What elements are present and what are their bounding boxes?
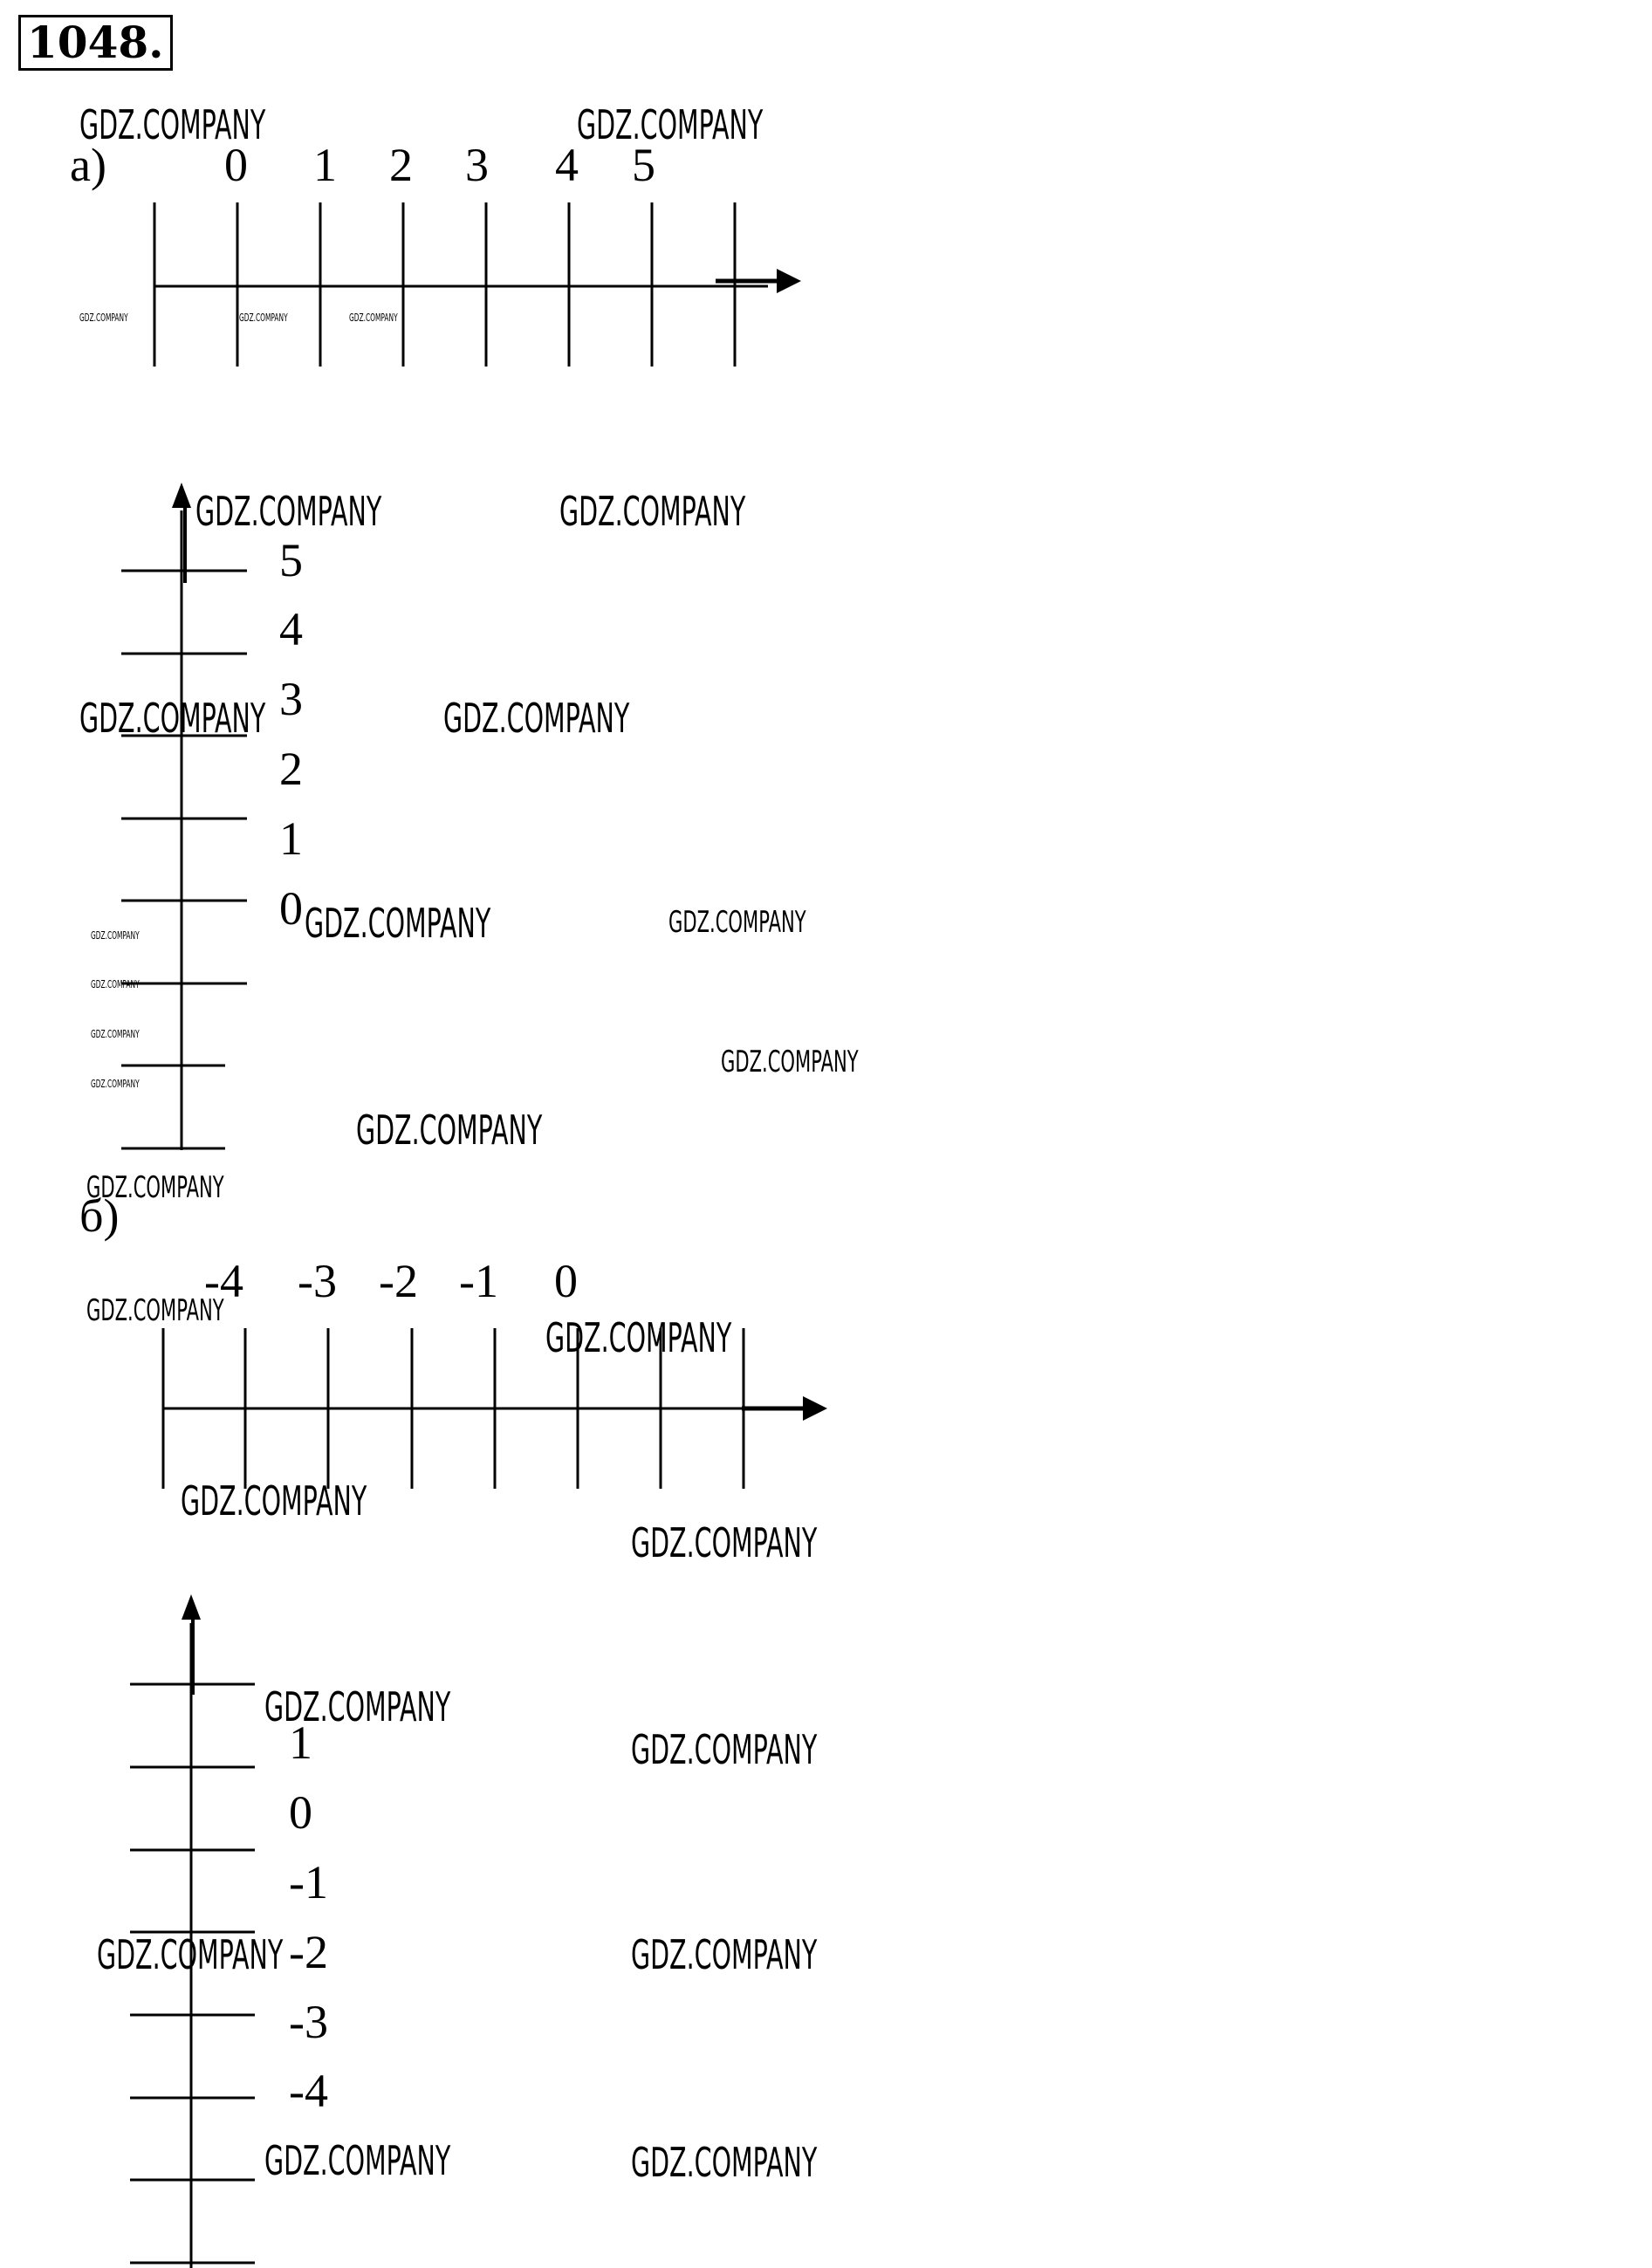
watermark: GDZ.COMPANY: [305, 900, 491, 947]
watermark: GDZ.COMPANY: [91, 1028, 140, 1040]
part-a-label: а): [70, 139, 106, 191]
watermark: GDZ.COMPANY: [631, 2139, 818, 2186]
watermark: GDZ.COMPANY: [577, 101, 764, 148]
tick-label: 3: [465, 139, 489, 191]
watermark: GDZ.COMPANY: [545, 1314, 732, 1361]
watermark: GDZ.COMPANY: [443, 695, 630, 742]
watermark: GDZ.COMPANY: [631, 1931, 818, 1978]
part-b-label: б): [79, 1189, 120, 1242]
tick-label: 2: [279, 743, 303, 795]
tick-label: 0: [279, 882, 303, 935]
tick-label: -3: [289, 1996, 328, 2048]
tick-label: 1: [289, 1716, 312, 1769]
watermark: GDZ.COMPANY: [356, 1107, 543, 1154]
tick-label: -1: [459, 1255, 498, 1307]
watermark: GDZ.COMPANY: [86, 1170, 224, 1205]
watermark: GDZ.COMPANY: [79, 101, 266, 148]
part-a-horizontal-axis: [154, 202, 801, 367]
watermark: GDZ.COMPANY: [79, 312, 128, 324]
tick-label: 5: [279, 534, 303, 586]
watermark: GDZ.COMPANY: [195, 488, 382, 535]
tick-label: 2: [389, 139, 413, 191]
watermark: GDZ.COMPANY: [91, 1078, 140, 1090]
arrow-head-up: [182, 1594, 201, 1620]
tick-label: 1: [313, 139, 337, 191]
tick-label: -3: [298, 1255, 337, 1307]
part-a-vertical-axis: [121, 483, 247, 1150]
watermark: GDZ.COMPANY: [264, 1683, 451, 1730]
watermark: GDZ.COMPANY: [631, 1519, 818, 1566]
watermark: GDZ.COMPANY: [91, 929, 140, 942]
tick-label: 3: [279, 673, 303, 725]
tick-label: -2: [289, 1926, 328, 1978]
tick-label: -4: [289, 2065, 328, 2117]
watermark: GDZ.COMPANY: [79, 695, 266, 742]
watermark: GDZ.COMPANY: [239, 312, 288, 324]
tick-label: 0: [554, 1255, 578, 1307]
watermark: GDZ.COMPANY: [97, 1931, 284, 1978]
watermark: GDZ.COMPANY: [721, 1045, 859, 1079]
arrow-head-right: [803, 1396, 827, 1421]
arrow-head-right: [777, 269, 801, 293]
watermark: GDZ.COMPANY: [349, 312, 398, 324]
watermark: GDZ.COMPANY: [91, 978, 140, 990]
tick-label: -1: [289, 1856, 328, 1908]
watermark: GDZ.COMPANY: [668, 905, 806, 940]
problem-number: 1048: [27, 17, 149, 68]
problem-number-suffix: .: [148, 17, 164, 68]
tick-label: 0: [224, 139, 248, 191]
watermark: GDZ.COMPANY: [181, 1477, 367, 1525]
tick-label: 4: [555, 139, 579, 191]
tick-label: -2: [379, 1255, 418, 1307]
tick-label: 4: [279, 603, 303, 655]
watermark: GDZ.COMPANY: [86, 1293, 224, 1328]
watermark: GDZ.COMPANY: [559, 488, 746, 535]
watermark: GDZ.COMPANY: [264, 2137, 451, 2184]
tick-label: -4: [204, 1255, 243, 1307]
arrow-head-up: [172, 483, 191, 508]
tick-label: 5: [632, 139, 655, 191]
tick-label: 0: [289, 1786, 312, 1839]
watermark: GDZ.COMPANY: [631, 1726, 818, 1773]
tick-label: 1: [279, 812, 303, 865]
problem-number-box: [18, 15, 173, 71]
